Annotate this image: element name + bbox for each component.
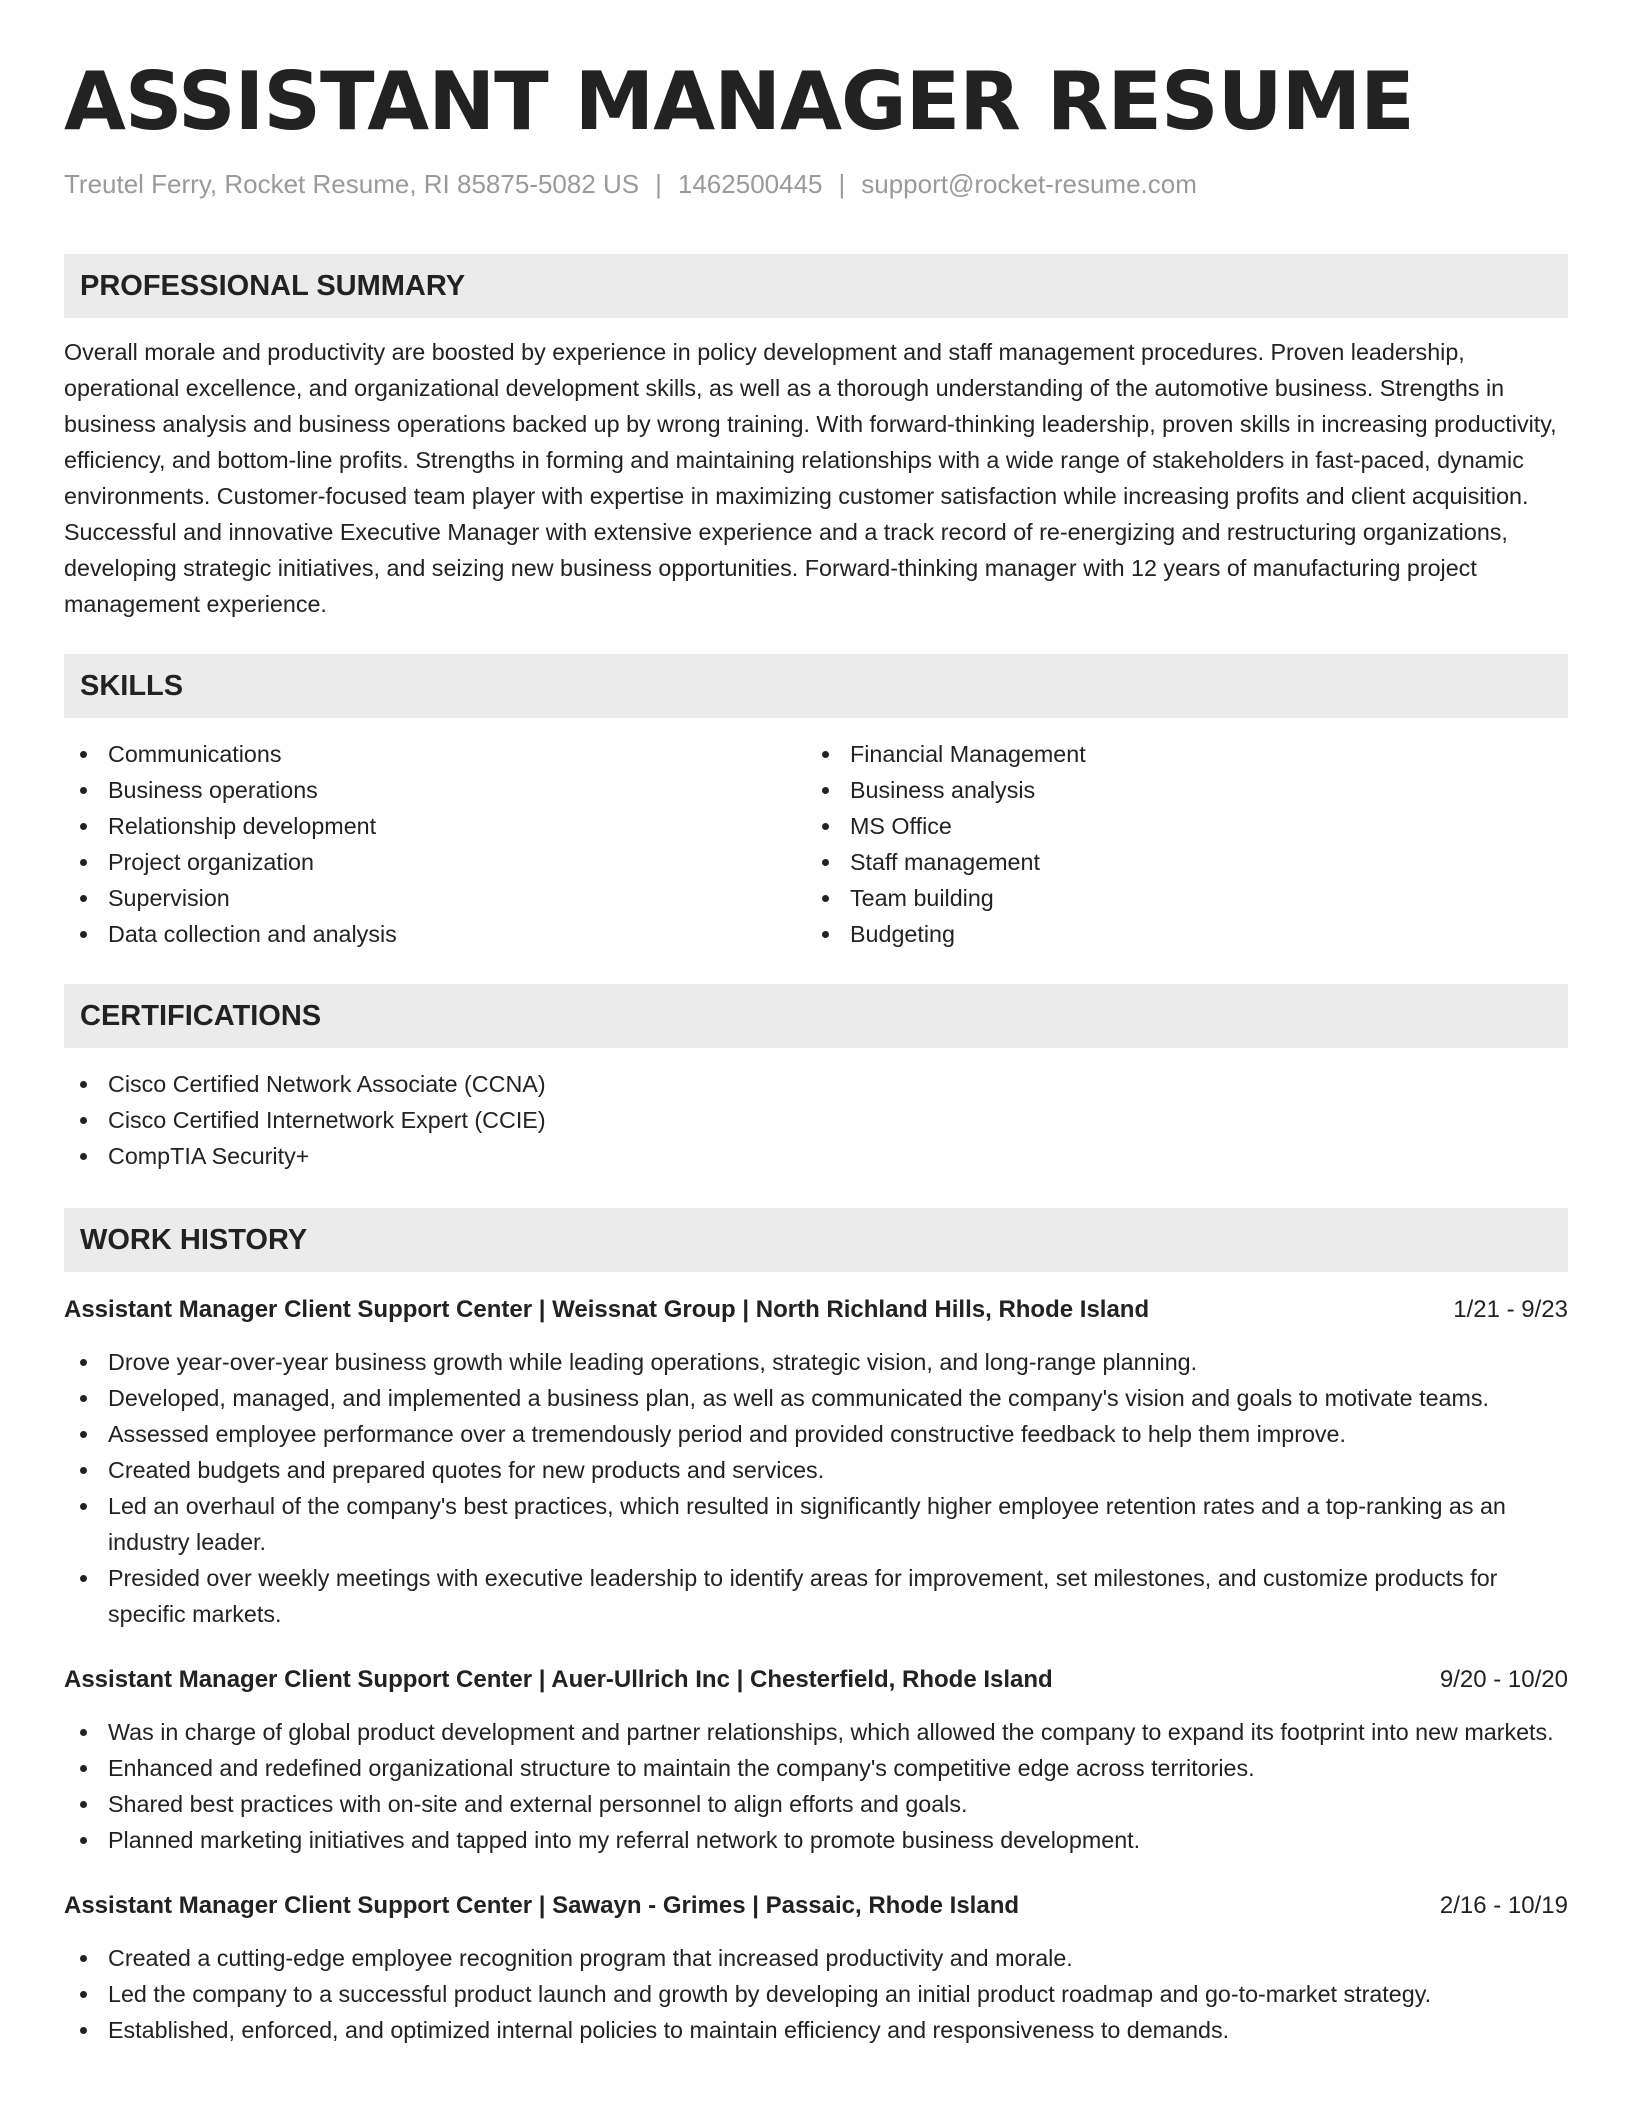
job-bullet: Led an overhaul of the company's best practices, which resulted in significantly higher employee retention rates and a top-ranking as an industry leader. — [64, 1488, 1568, 1560]
skill-item: Data collection and analysis — [64, 916, 806, 952]
skill-item: MS Office — [806, 808, 1548, 844]
skill-item: Supervision — [64, 880, 806, 916]
skill-item: Team building — [806, 880, 1548, 916]
job-bullet: Presided over weekly meetings with executive leadership to identify areas for improvement, set milestones, and customize products for specific markets. — [64, 1560, 1568, 1632]
job-bullet: Drove year-over-year business growth while leading operations, strategic vision, and long-range planning. — [64, 1344, 1568, 1380]
skill-item: Relationship development — [64, 808, 806, 844]
skill-item: Budgeting — [806, 916, 1548, 952]
job-bullets — [64, 1940, 1568, 2048]
section-heading-summary: PROFESSIONAL SUMMARY — [64, 254, 1568, 318]
job-header — [64, 1888, 1568, 1924]
certification-item: Cisco Certified Network Associate (CCNA) — [64, 1066, 1568, 1102]
job-bullet: Led the company to a successful product launch and growth by developing an initial product roadmap and go-to-market strategy. — [64, 1976, 1568, 2012]
section-heading-skills: SKILLS — [64, 654, 1568, 718]
skill-item: Business analysis — [806, 772, 1548, 808]
skill-item: Communications — [64, 736, 806, 772]
job-header — [64, 1662, 1568, 1698]
job-dates: 2/16 - 10/19 — [1439, 1892, 1568, 1919]
job-bullet: Enhanced and redefined organizational structure to maintain the company's competitive edge across territories. — [64, 1750, 1568, 1786]
certifications-list — [64, 1066, 1568, 1174]
contact-address: Treutel Ferry, Rocket Resume, RI 85875-5082 US — [64, 169, 640, 199]
contact-separator: | — [655, 169, 662, 199]
skills-column-left — [64, 736, 806, 952]
skill-item: Project organization — [64, 844, 806, 880]
job-title: Assistant Manager Client Support Center | Auer-Ullrich Inc | Chesterfield, Rhode Island — [64, 1666, 1053, 1693]
job-entry — [64, 1888, 1568, 2048]
skill-item: Business operations — [64, 772, 806, 808]
contact-email[interactable]: support@rocket-resume.com — [861, 169, 1197, 199]
job-bullet: Created budgets and prepared quotes for new products and services. — [64, 1452, 1568, 1488]
job-entry — [64, 1662, 1568, 1858]
contact-separator: | — [838, 169, 846, 199]
summary-text: Overall morale and productivity are boosted by experience in policy development and staff management procedures. Proven leadership, operational excellence, and organizational development skills, as well as a thorough understanding of the automotive business. Strengths in business analysis and business operations backed up by wrong training. With forward-thinking leadership, proven skills in increasing productivity, efficiency, and bottom-line profits. Strengths in forming and maintaining relationships with a wide range of stakeholders in fast-paced, dynamic environments. Customer-focused team player with expertise in maximizing customer satisfaction while increasing profits and client acquisition. Successful and innovative Executive Manager with extensive experience and a track record of re-energizing and restructuring organizations, developing strategic initiatives, and seizing new business opportunities. Forward-thinking manager with 12 years of manufacturing project management experience. — [64, 339, 1557, 617]
section-heading-certifications: CERTIFICATIONS — [64, 984, 1568, 1048]
job-bullets — [64, 1344, 1568, 1632]
job-dates: 1/21 - 9/23 — [1453, 1296, 1568, 1323]
skill-item: Staff management — [806, 844, 1548, 880]
section-heading-work-history: WORK HISTORY — [64, 1208, 1568, 1272]
job-title: Assistant Manager Client Support Center | Weissnat Group | North Richland Hills, Rhode Island — [64, 1296, 1150, 1323]
contact-line — [64, 166, 1568, 202]
resume-title: ASSISTANT MANAGER RESUME — [64, 55, 1414, 148]
job-title: Assistant Manager Client Support Center | Sawayn - Grimes | Passaic, Rhode Island — [64, 1892, 1020, 1919]
job-entry — [64, 1292, 1568, 1632]
certification-item: Cisco Certified Internetwork Expert (CCIE) — [64, 1102, 1568, 1138]
contact-phone: 1462500445 — [677, 169, 823, 199]
job-bullet: Assessed employee performance over a tremendously period and provided constructive feedback to help them improve. — [64, 1416, 1568, 1452]
job-bullets — [64, 1714, 1568, 1858]
certification-item: CompTIA Security+ — [64, 1138, 1568, 1174]
job-bullet: Established, enforced, and optimized internal policies to maintain efficiency and responsiveness to demands. — [64, 2012, 1568, 2048]
job-bullet: Developed, managed, and implemented a business plan, as well as communicated the company's vision and goals to motivate teams. — [64, 1380, 1568, 1416]
job-bullet: Planned marketing initiatives and tapped into my referral network to promote business development. — [64, 1822, 1568, 1858]
job-bullet: Shared best practices with on-site and external personnel to align efforts and goals. — [64, 1786, 1568, 1822]
job-bullet: Was in charge of global product development and partner relationships, which allowed the company to expand its footprint into new markets. — [64, 1714, 1568, 1750]
skills-grid — [64, 736, 1568, 952]
job-bullet: Created a cutting-edge employee recognition program that increased productivity and morale. — [64, 1940, 1568, 1976]
job-header — [64, 1292, 1568, 1328]
resume-page — [64, 52, 1568, 2048]
job-dates: 9/20 - 10/20 — [1439, 1666, 1568, 1693]
skills-column-right — [806, 736, 1548, 952]
skill-item: Financial Management — [806, 736, 1548, 772]
